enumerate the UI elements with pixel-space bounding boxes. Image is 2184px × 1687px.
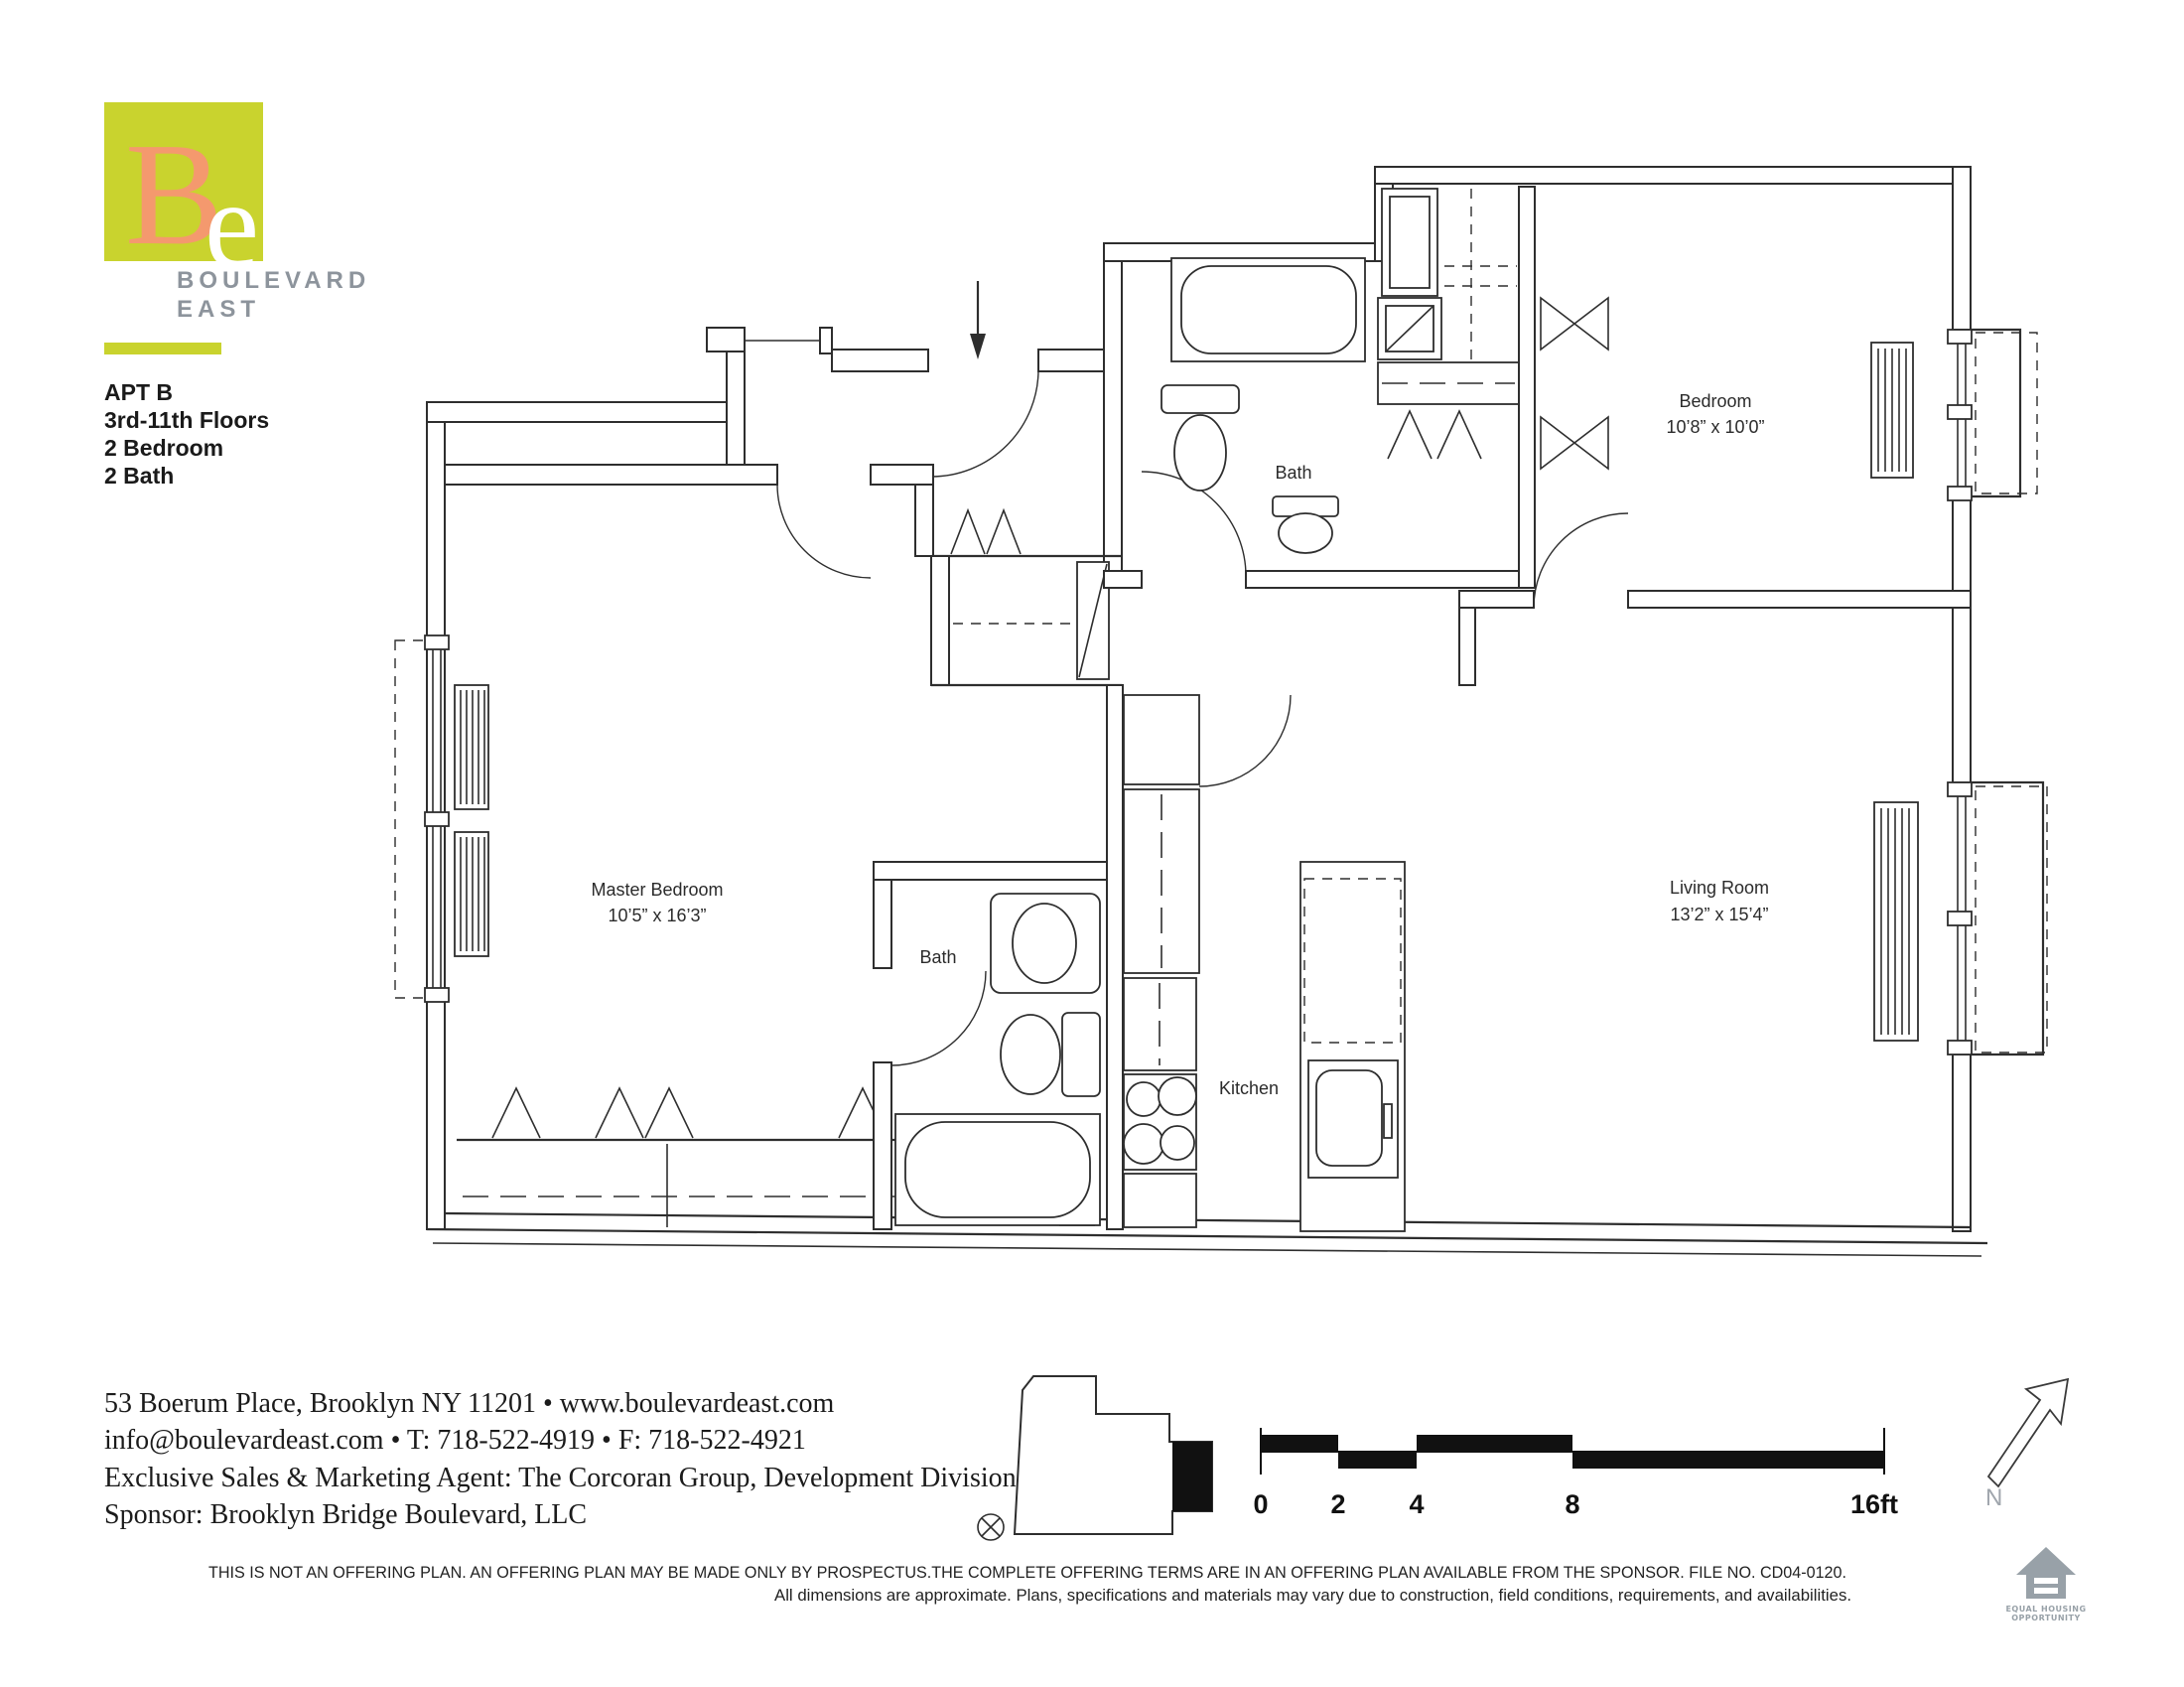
unit-location-highlight [1172, 1442, 1212, 1511]
scale-0: 0 [1253, 1489, 1269, 1519]
toilet-icon [1161, 385, 1239, 491]
scale-8: 8 [1565, 1489, 1580, 1519]
master-bedroom [395, 465, 1094, 1227]
entry-arrow-head [970, 334, 986, 359]
scale-bar [1253, 1428, 1898, 1519]
floor-plan [395, 167, 2047, 1256]
scale-16ft: 16ft [1849, 1489, 1899, 1519]
entry-bath-label: Bath [1275, 463, 1312, 483]
master-window-bay [395, 640, 427, 998]
brand-logo [104, 102, 370, 354]
equal-housing-line1: EQUAL HOUSING [2005, 1605, 2087, 1614]
brand-name-line2: EAST [177, 296, 261, 323]
north-arrow-icon [1988, 1379, 2068, 1486]
footer-contact-line: info@boulevardeast.com • T: 718-522-4919 • F: 718-522-4921 [104, 1425, 806, 1456]
unit-bedrooms: 2 Bedroom [104, 435, 224, 461]
unit-floors: 3rd-11th Floors [104, 407, 270, 433]
footer-agent: Exclusive Sales & Marketing Agent: The Corcoran Group, Development Division [104, 1463, 1017, 1493]
living-window-bay [1976, 786, 2047, 1053]
footer-address: 53 Boerum Place, Brooklyn NY 11201 • www.boulevardeast.com [104, 1388, 835, 1419]
bedroom-closet-doors [1541, 298, 1608, 469]
logo-letter-e: e [205, 157, 260, 293]
bedroom-label: Bedroom [1679, 391, 1752, 411]
living-room-dims: 13’2” x 15’4” [1670, 905, 1769, 924]
unit-info [104, 379, 269, 489]
keyplan-compass-icon [978, 1514, 1004, 1540]
bedroom-dims: 10’8” x 10’0” [1666, 417, 1765, 437]
entry-door-arc [931, 369, 1038, 477]
master-bedroom-label: Master Bedroom [591, 880, 724, 900]
footer-contact [104, 1388, 1017, 1530]
hall-closet [931, 510, 1122, 685]
equal-housing-logo [2005, 1547, 2086, 1622]
kitchen-label: Kitchen [1218, 1078, 1280, 1098]
master-bath-door-arc [891, 971, 986, 1065]
sink-icon [1273, 496, 1338, 553]
unit-title: APT B [104, 379, 173, 405]
disclaimer-line1: THIS IS NOT AN OFFERING PLAN. AN OFFERING PLAN MAY BE MADE ONLY BY PROSPECTUS.THE COMPLETE OFFERING TERMS ARE IN AN OFFERING PLAN AVAILABLE FROM THE SPONSOR. FILE NO. CD04-0120. [208, 1563, 1846, 1582]
north-label: N [1985, 1484, 2003, 1511]
bedroom-window-bay [1976, 333, 2037, 493]
key-plan [978, 1376, 1212, 1540]
stove-icon [1124, 1074, 1196, 1170]
master-bath-label: Bath [919, 947, 957, 967]
entry [931, 281, 1038, 477]
kitchen-sink-icon [1308, 1060, 1398, 1178]
living-radiator [1874, 802, 1918, 1041]
kitchen-island [1300, 862, 1405, 1231]
brand-name-line1: BOULEVARD [177, 267, 371, 294]
legal-disclaimer [208, 1563, 1851, 1605]
footer-sponsor: Sponsor: Brooklyn Bridge Boulevard, LLC [104, 1499, 588, 1530]
laundry-closets [1378, 189, 1519, 459]
master-bedroom-door-arc [777, 485, 871, 578]
disclaimer-line2: All dimensions are approximate. Plans, specifications and materials may vary due to construction, field conditions, requirements, and availabilities. [774, 1586, 1851, 1605]
master-tub-icon [895, 1114, 1100, 1225]
kitchen-door-arc [1199, 695, 1291, 786]
unit-baths: 2 Bath [104, 463, 175, 489]
kitchen [1107, 685, 1405, 1231]
bedroom-door-arc [1534, 513, 1628, 608]
bedroom-radiator [1871, 343, 1913, 478]
living-room-label: Living Room [1669, 878, 1770, 898]
master-sink-icon [991, 894, 1100, 993]
equal-housing-line2: OPPORTUNITY [2011, 1614, 2081, 1622]
master-bath [874, 862, 1107, 1229]
entry-bath [1104, 258, 1519, 588]
scale-2: 2 [1330, 1489, 1346, 1519]
logo-letter-b: B [125, 113, 223, 276]
washer-dryer-icon [1378, 298, 1441, 359]
north-arrow [1985, 1379, 2068, 1511]
brand-accent-bar [104, 343, 221, 354]
scale-4: 4 [1409, 1489, 1425, 1519]
master-toilet-icon [1001, 1013, 1100, 1096]
master-radiator [455, 685, 488, 956]
bathtub-icon [1171, 258, 1365, 361]
master-bedroom-dims: 10’5” x 16’3” [608, 906, 707, 925]
